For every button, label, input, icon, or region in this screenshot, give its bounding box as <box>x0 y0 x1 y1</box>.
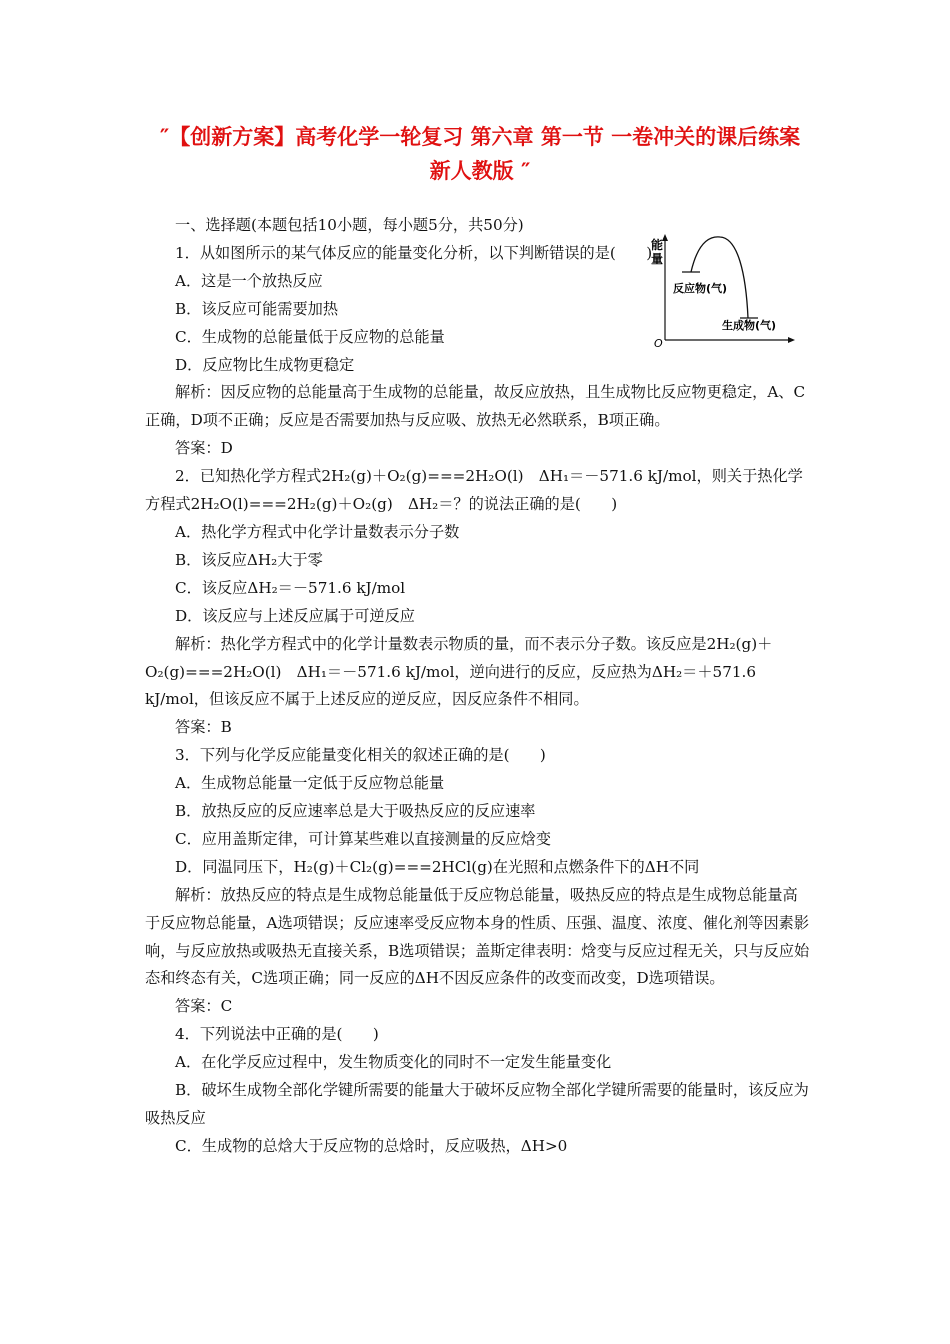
question-4-option-c: C．生成物的总焓大于反应物的总焓时，反应吸热，ΔH>0 <box>175 1136 568 1155</box>
question-1-option-d: D．反应物比生成物更稳定 <box>175 355 355 374</box>
question-3-option-a: A．生成物总能量一定低于反应物总能量 <box>175 774 445 793</box>
question-1-option-c: C．生成物的总能量低于反应物的总能量 <box>175 327 445 346</box>
question-3-option-d: D．同温同压下，H₂(g)＋Cl₂(g)===2HCl(g)在光照和点燃条件下的ΔH不同 <box>175 857 700 876</box>
question-2-answer: 答案：B <box>175 718 232 737</box>
question-3-analysis: 解析：放热反应的特点是生成物总能量低于反应物总能量，吸热反应的特点是生成物总能量高于反应物总能量，A选项错误；反应速率受反应物本身的性质、压强、温度、浓度、催化剂等因素影响，与反应放热或吸热无直接关系，B选项错误；盖斯定律表明：焓变与反应过程无关，只与反应始态和终态有关，C选项正确；同一反应的ΔH不因反应条件的改变而改变，D选项错误。 <box>145 885 810 988</box>
question-3-option-c: C．应用盖斯定律，可计算某些难以直接测量的反应焓变 <box>175 829 552 848</box>
question-2-option-c: C．该反应ΔH₂＝－571.6 kJ/mol <box>175 578 406 597</box>
question-2-option-a: A．热化学方程式中化学计量数表示分子数 <box>175 522 460 541</box>
product-label: 生成物(气) <box>722 319 777 332</box>
document-body <box>145 212 810 1161</box>
question-1-stem: 1．从如图所示的某气体反应的能量变化分析，以下判断错误的是( ) <box>175 243 653 262</box>
reactant-label: 反应物(气) <box>673 282 728 295</box>
question-2-stem: 2．已知热化学方程式2H₂(g)＋O₂(g)===2H₂O(l) ΔH₁＝－571.6 kJ/mol，则关于热化学方程式2H₂O(l)===2H₂(g)＋O₂(g) ΔH₂＝？的说法正确的是( ) <box>145 467 803 514</box>
question-2-option-d: D．该反应与上述反应属于可逆反应 <box>175 606 415 625</box>
document-title: ″【创新方案】高考化学一轮复习 第六章 第一节 一卷冲关的课后练案 新人教版 ″ <box>159 125 801 183</box>
question-1-analysis: 解析：因反应物的总能量高于生成物的总能量，故反应放热，且生成物比反应物更稳定，A、C正确，D项不正确；反应是否需要加热与反应吸、放热无必然联系，B项正确。 <box>145 383 806 430</box>
question-4-option-a: A．在化学反应过程中，发生物质变化的同时不一定发生能量变化 <box>175 1053 612 1072</box>
question-1-answer: 答案：D <box>175 439 233 458</box>
question-1-option-a: A．这是一个放热反应 <box>175 271 323 290</box>
question-3-stem: 3．下列与化学反应能量变化相关的叙述正确的是( ) <box>175 746 546 765</box>
question-2-analysis: 解析：热化学方程式中的化学计量数表示物质的量，而不表示分子数。该反应是2H₂(g)＋O₂(g)===2H₂O(l) ΔH₁＝－571.6 kJ/mol，逆向进行的反应，反应热为ΔH₂＝＋571.6 kJ/mol，但该反应不属于上述反应的逆反应，因反应条件不相同。 <box>145 634 773 709</box>
question-3-option-b: B．放热反应的反应速率总是大于吸热反应的反应速率 <box>175 802 536 821</box>
question-4-option-b: B．破坏生成物全部化学键所需要的能量大于破坏反应物全部化学键所需要的能量时，该反应为吸热反应 <box>145 1081 809 1127</box>
section-heading: 一、选择题(本题包括10小题，每小题5分，共50分) <box>175 216 524 234</box>
question-2-option-b: B．该反应ΔH₂大于零 <box>175 550 323 569</box>
y-axis-label-2: 量 <box>651 252 664 266</box>
question-3-answer: 答案：C <box>175 997 233 1016</box>
origin-label: O <box>654 337 663 348</box>
question-1-option-b: B．该反应可能需要加热 <box>175 299 339 318</box>
y-axis-label-1: 能 <box>651 238 664 252</box>
question-4-stem: 4．下列说法中正确的是( ) <box>175 1025 379 1044</box>
